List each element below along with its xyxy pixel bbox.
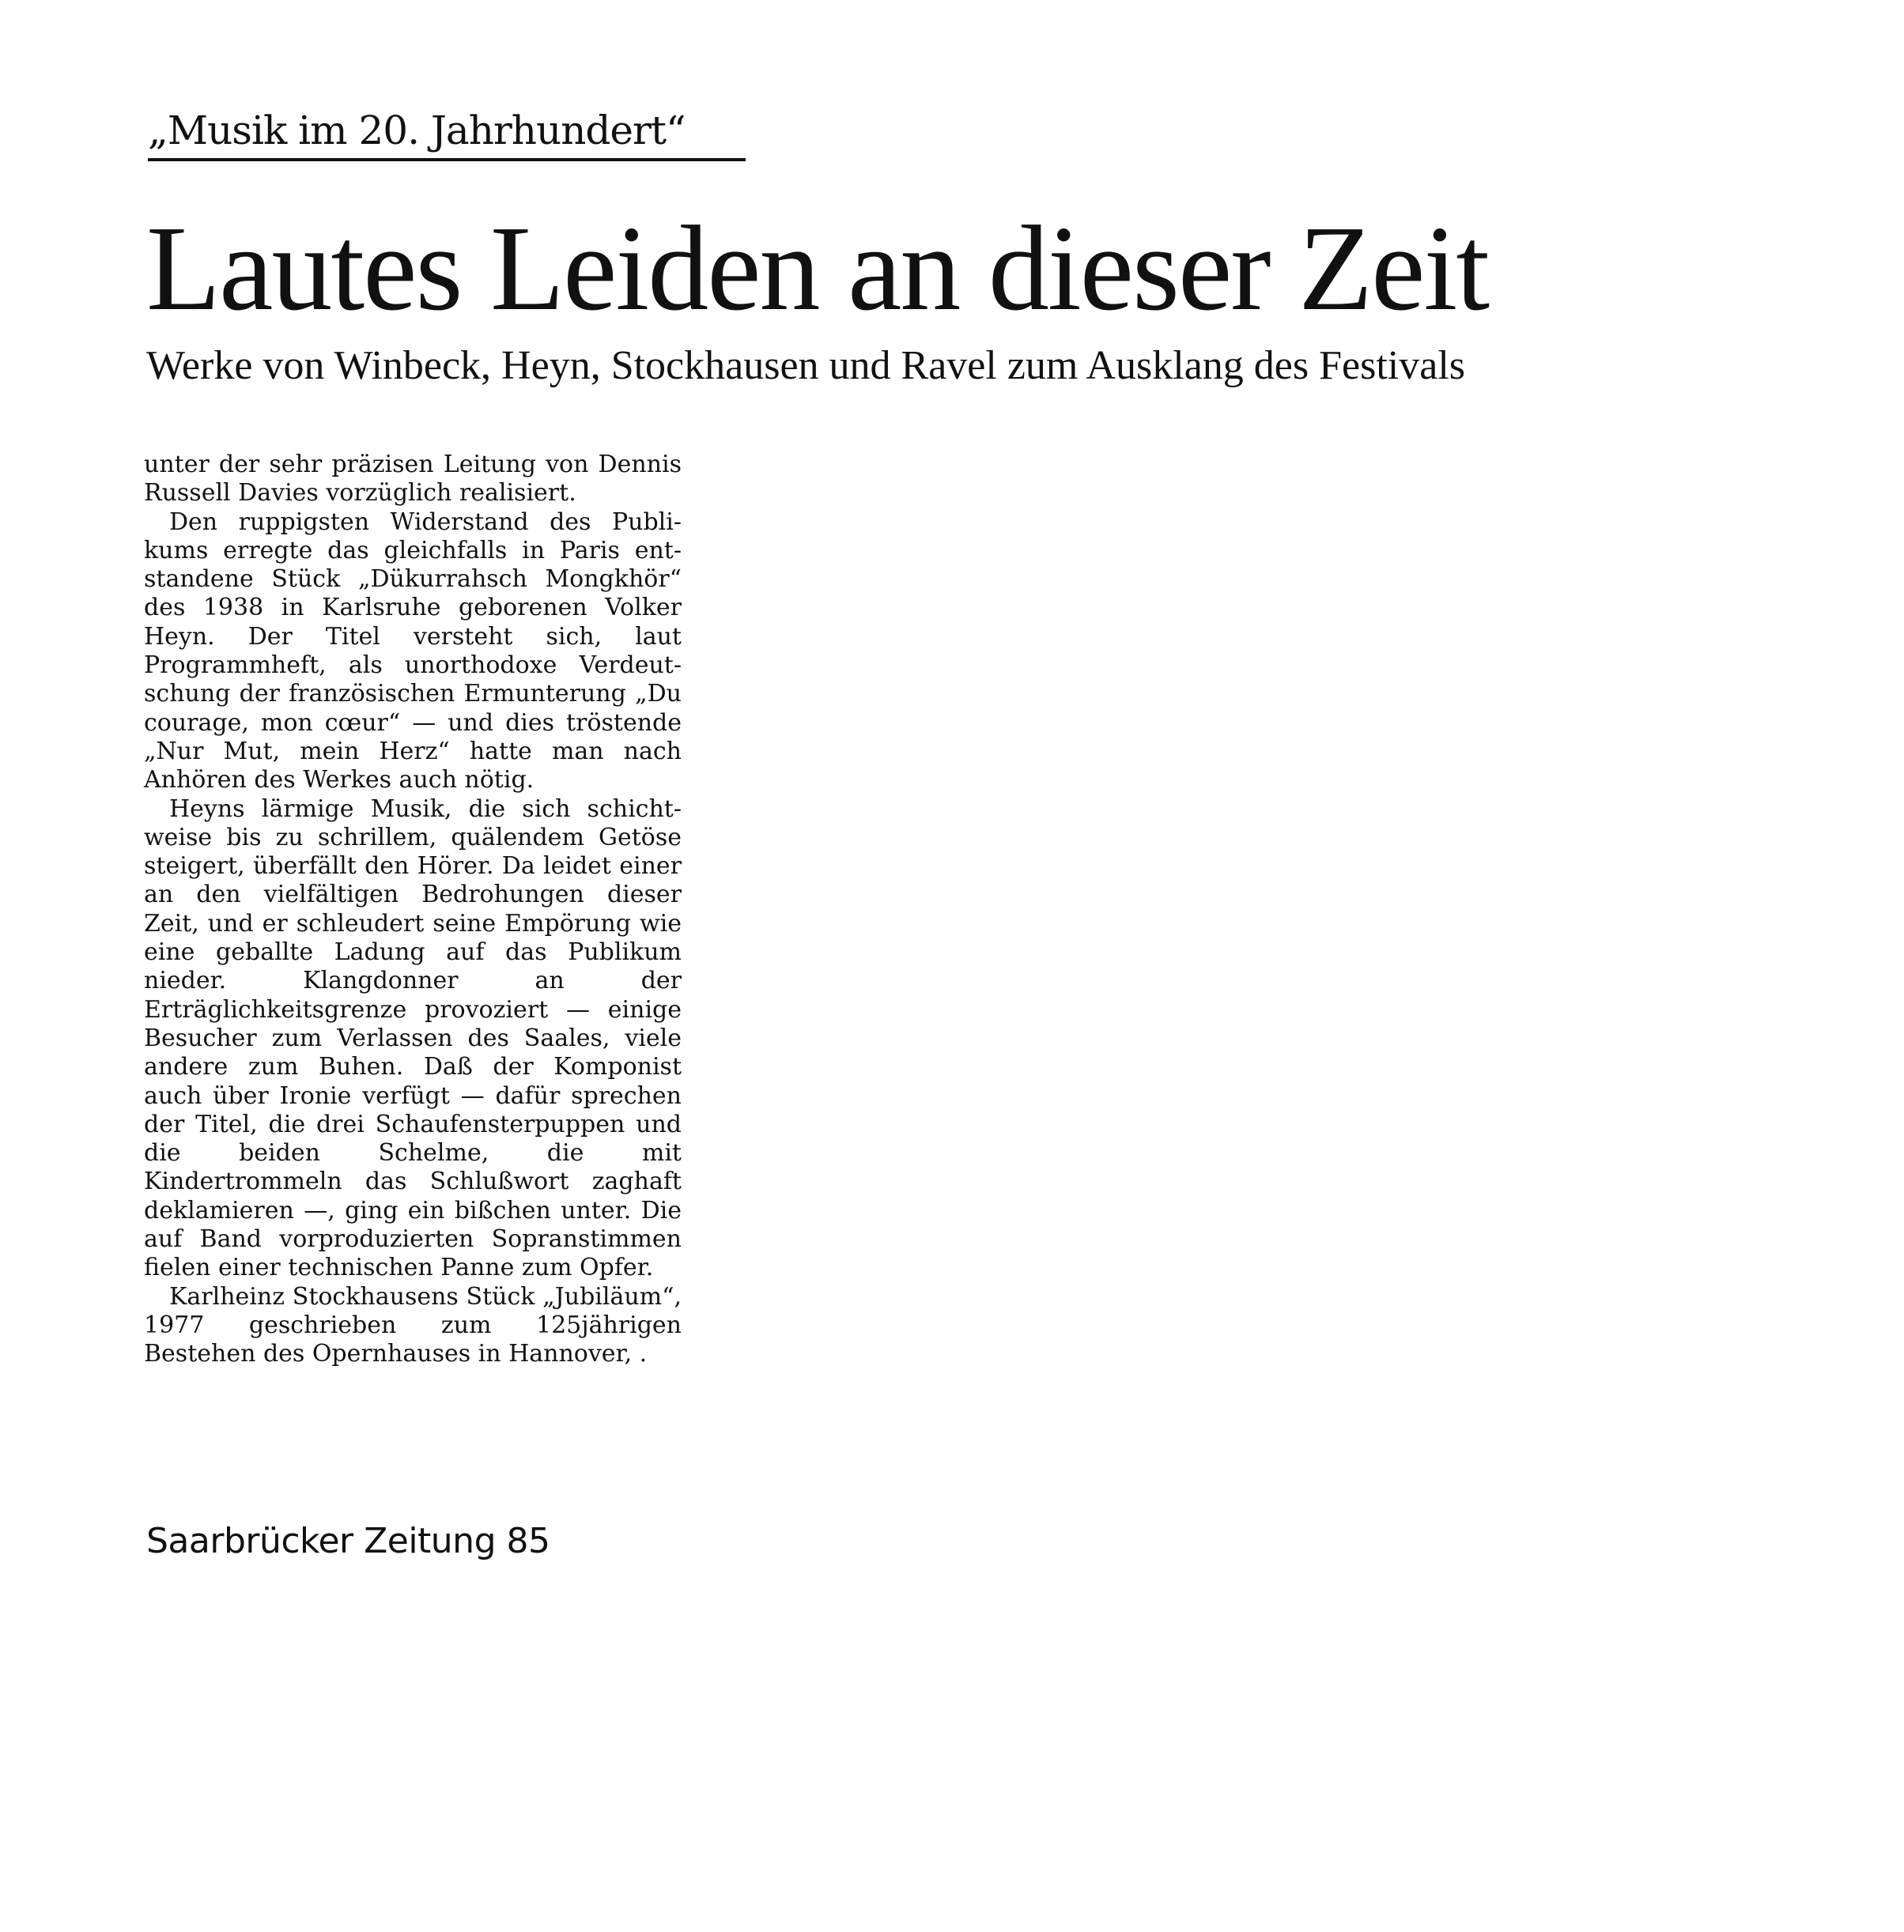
article-subheadline: Werke von Winbeck, Heyn, Stockhausen und Ravel zum Ausklang des Festivals	[146, 343, 1466, 388]
body-paragraph: unter der sehr präzisen Leitung von Dennis Russell Davies vorzüglich realisiert.	[144, 451, 682, 508]
article-body-column	[144, 451, 682, 1369]
article-kicker: „Musik im 20. Jahrhundert“	[148, 103, 746, 161]
source-citation: Saarbrücker Zeitung 85	[146, 1521, 550, 1561]
body-paragraph: Heyns lärmige Musik, die sich schichtweise bis zu schrillem, quälendem Getöse steigert, überfällt den Hörer. Da leidet einer an den vielfältigen Bedrohungen dieser Zeit, und er schleudert seine Empörung wie eine geballte Ladung auf das Publikum nieder. Klangdonner an der Erträglichkeitsgrenze provoziert — einige Besucher zum Verlassen des Saales, viele andere zum Buhen. Daß der Komponist auch über Ironie verfügt — dafür sprechen der Titel, die drei Schaufensterpuppen und die beiden Schelme, die mit Kindertrommeln das Schlußwort zaghaft deklamieren —, ging ein bißchen unter. Die auf Band vorproduzierten Sopranstimmen fielen einer technischen Panne zum Opfer.	[144, 794, 682, 1282]
body-paragraph: Karlheinz Stockhausens Stück „Jubiläum“, 1977 geschrieben zum 125jährigen Bestehen des Opernhauses in Hannover, .	[144, 1282, 682, 1368]
article-headline: Lautes Leiden an dieser Zeit	[146, 202, 1489, 336]
body-paragraph: Den ruppigsten Widerstand des Publikums erregte das gleichfalls in Paris entstandene Stück „Dükurrahsch Mongkhör“ des 1938 in Karlsruhe geborenen Volker Heyn. Der Titel versteht sich, laut Programmheft, als unorthodoxe Verdeutschung der französischen Ermunterung „Du courage, mon cœur“ — und dies tröstende „Nur Mut, mein Herz“ hatte man nach Anhören des Werkes auch nötig.	[144, 508, 682, 794]
